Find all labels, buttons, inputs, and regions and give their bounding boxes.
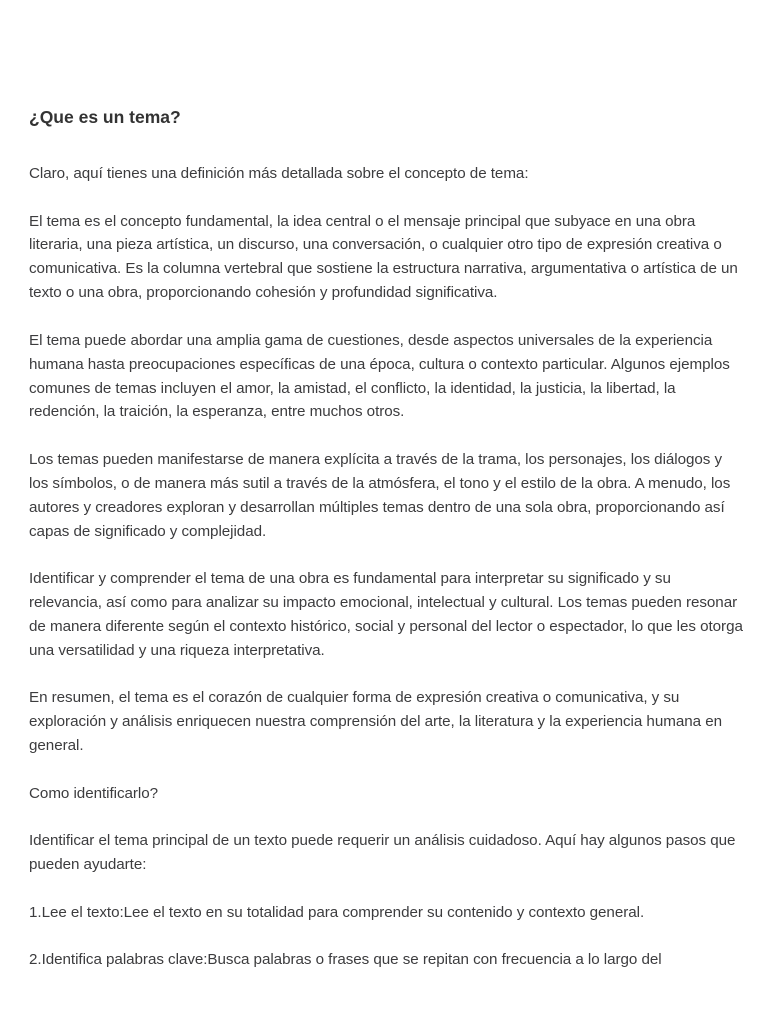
- definition-paragraph: El tema es el concepto fundamental, la idea central o el mensaje principal que subyace en una obra literaria, una pieza artística, un discurso, una conversación, o cualquier otro tipo de expresión creativa o comunicativa. Es la columna vertebral que sostiene la estructura narrativa, argumentativa o artística de un texto o una obra, proporcionando cohesión y profundidad significativa.: [29, 212, 738, 302]
- themes-examples-paragraph: El tema puede abordar una amplia gama de cuestiones, desde aspectos universales de la experiencia humana hasta preocupaciones específicas de una época, cultura o contexto particular. Algunos ejemplos comunes de temas incluyen el amor, la amistad, el conflicto, la identidad, la justicia, la libertad, la redención, la traición, la esperanza, entre muchos otros.: [29, 331, 730, 421]
- spacer: [29, 925, 743, 949]
- spacer: [29, 544, 743, 568]
- intro-paragraph: Claro, aquí tienes una definición más detallada sobre el concepto de tema:: [29, 165, 529, 182]
- spacer: [29, 663, 743, 687]
- spacer: [29, 424, 743, 448]
- document-title: ¿Que es un tema?: [29, 107, 181, 127]
- spacer: [29, 130, 743, 162]
- spacer: [29, 758, 743, 782]
- step-2-paragraph: 2.Identifica palabras clave:Busca palabras o frases que se repitan con frecuencia a lo largo del: [29, 951, 662, 969]
- spacer: [29, 877, 743, 901]
- how-to-identify-heading: Como identificarlo?: [29, 784, 159, 802]
- spacer: [29, 305, 743, 329]
- steps-intro-paragraph: Identificar el tema principal de un texto puede requerir un análisis cuidadoso. Aquí hay algunos pasos que pueden ayudarte:: [29, 832, 736, 874]
- summary-paragraph: En resumen, el tema es el corazón de cualquier forma de expresión creativa o comunicativa, y su exploración y análisis enriquecen nuestra comprensión del arte, la literatura y la experiencia humana en general.: [29, 689, 722, 755]
- spacer: [29, 806, 743, 830]
- themes-manifest-paragraph: Los temas pueden manifestarse de manera explícita a través de la trama, los personajes, los diálogos y los símbolos, o de manera más sutil a través de la atmósfera, el tono y el estilo de la obra. A menudo, los autores y creadores exploran y desarrollan múltiples temas dentro de una sola obra, proporcionando así capas de significado y complejidad.: [29, 450, 731, 540]
- document-body: [29, 104, 743, 972]
- identify-importance-paragraph: Identificar y comprender el tema de una obra es fundamental para interpretar su significado y su relevancia, así como para analizar su impacto emocional, intelectual y cultural. Los temas pueden resonar de manera diferente según el contexto histórico, social y personal del lector o espectador, lo que les otorga una versatilidad y una riqueza interpretativa.: [29, 570, 743, 659]
- spacer: [29, 186, 743, 210]
- step-1-paragraph: 1.Lee el texto:Lee el texto en su totalidad para comprender su contenido y contexto general.: [29, 903, 645, 921]
